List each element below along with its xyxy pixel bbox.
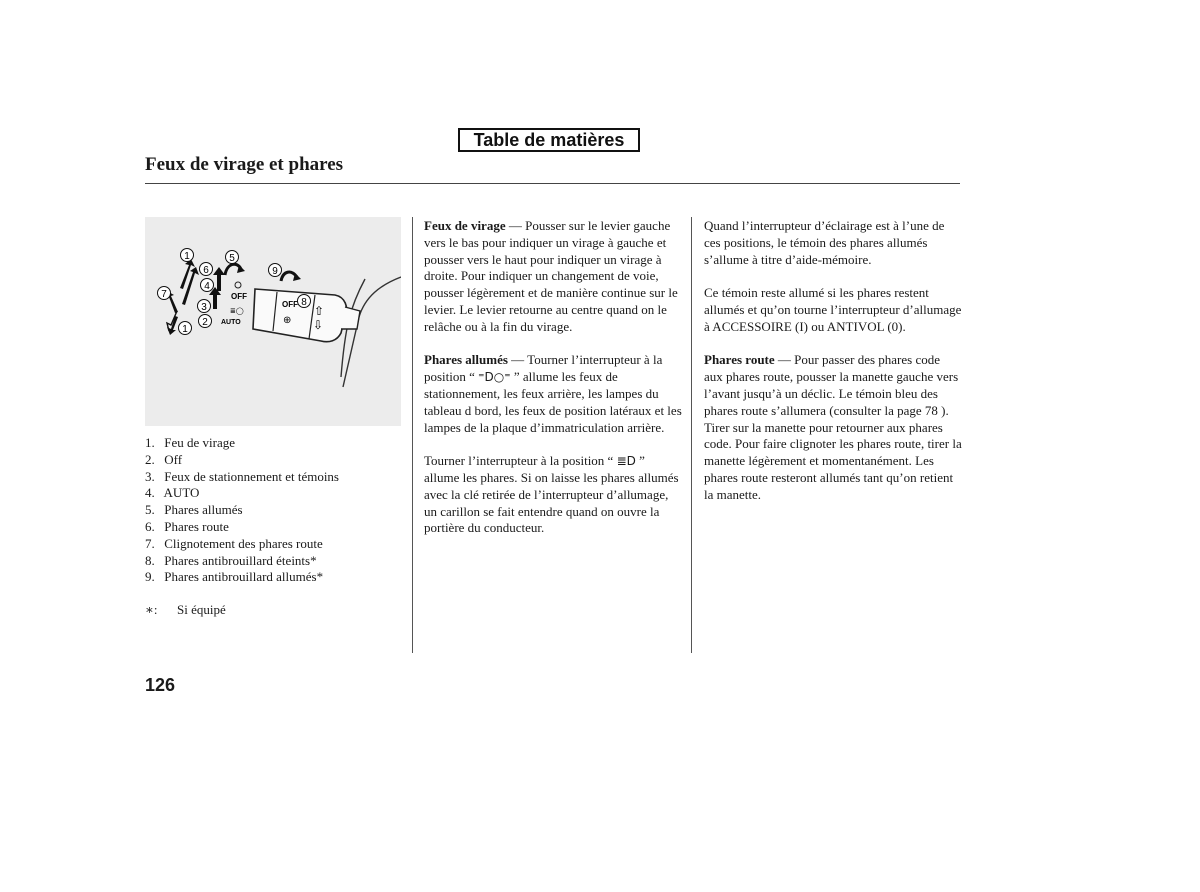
header-rule [145,183,960,184]
callout-1-top: 1 [184,251,190,262]
steering-column-outline [341,277,401,387]
legend-item: 3. Feux de stationnement et témoins [145,468,339,484]
headlight-switch-illustration [145,217,401,426]
lights-on-heading: Phares allumés [424,352,508,368]
legend-item: 2. Off [145,451,183,467]
legend-item: 9. Phares antibrouillard allumés* [145,569,324,585]
legend-item: 8. Phares antibrouillard éteints* [145,552,317,568]
fog-up-arrow-icon: ⇧ [314,304,325,318]
fog-off-label: OFF [282,300,298,309]
legend-item: 4. AUTO [145,485,200,501]
table-of-contents-button[interactable]: Table de matières [458,128,640,152]
callout-3: 3 [201,302,207,313]
footnote-mark: ∗: [145,602,158,617]
callout-1-bottom: 1 [182,324,188,335]
text-column-right [704,218,962,520]
footnote [145,602,226,619]
paragraph-high-beams: Phares route — Pour passer des phares code aux phares route, pousser la manette gauche vers l’avant jusqu’à un déclic. Le témoin bleu des phares route s’allumera (consulter la page 78 ). Tirer sur la manette pour retourner aux phares code. Pour faire clignoter les phares route, tirer la manette légèrement et momentanément. Les phares route resteront allumés tant qu’on retient la manette. [704,352,962,502]
text-column-middle [424,218,682,554]
page-number: 126 [145,675,176,695]
callout-6: 6 [203,265,209,276]
parking-light-icon [235,282,241,288]
callout-2: 2 [202,317,208,328]
callout-7: 7 [161,289,167,300]
switch-off-label: OFF [231,292,247,301]
legend-item: 1. Feu de virage [145,435,236,450]
paragraph-indicator-stays-on: Ce témoin reste allumé si les phares restent allumés et qu’on tourne l’interrupteur d’allumage à ACCESSOIRE (I) ou ANTIVOL (0). [704,285,962,334]
fog-light-icon: ⊕ [283,315,292,326]
switch-auto-label: AUTO [221,319,241,326]
figure-legend [145,435,405,586]
headlight-symbol-icon: ≣◯ [230,307,244,315]
paragraph-headlights: Tourner l’interrupteur à la position “ ≣D ” allume les phares. Si on laisse les phares allumés avec la clé retirée de l’interrupteur d’allumage, un carillon se fait entendre quand on ouvre la portière du conducteur. [424,453,679,536]
high-beams-heading: Phares route [704,352,775,368]
callout-8: 8 [301,297,307,308]
legend-item: 7. Clignotement des phares route [145,535,323,551]
legend-item: 5. Phares allumés [145,502,243,518]
footnote-text: Si équipé [177,602,226,617]
turn-signals-heading: Feux de virage [424,218,506,233]
page-title: Feux de virage et phares [145,154,344,175]
headlights-icon: ≣D [616,454,636,469]
callout-9: 9 [272,266,278,277]
column-divider [691,217,692,653]
column-divider [412,217,413,653]
callout-5: 5 [229,253,235,264]
parking-lights-icon: ⁼D○⁼ [478,370,511,385]
legend-item: 6. Phares route [145,518,229,534]
paragraph-indicator: Quand l’interrupteur d’éclairage est à l’une de ces positions, le témoin des phares allumés s’allume à titre d’aide-mémoire. [704,218,945,267]
callout-4: 4 [204,281,210,292]
fog-down-arrow-icon: ⇩ [313,318,324,332]
paragraph-lights-on: Phares allumés — Tourner l’interrupteur à la position “ ⁼D○⁼ ” allume les feux de stationnement, les feux arrière, les lampes du tableau d bord, les feux de position latéraux et les lampes de la plaque d’immatriculation arrière. [424,352,682,435]
paragraph-turn-signals: Feux de virage — Pousser sur le levier gauche vers le bas pour indiquer un virage à gauche et pousser vers le haut pour indiquer un virage à droite. Pour indiquer un changement de voie, pousser légèrement et de manière continue sur le levier. Le levier retourne au centre quand on le relâche ou à la fin du virage. [424,218,678,334]
